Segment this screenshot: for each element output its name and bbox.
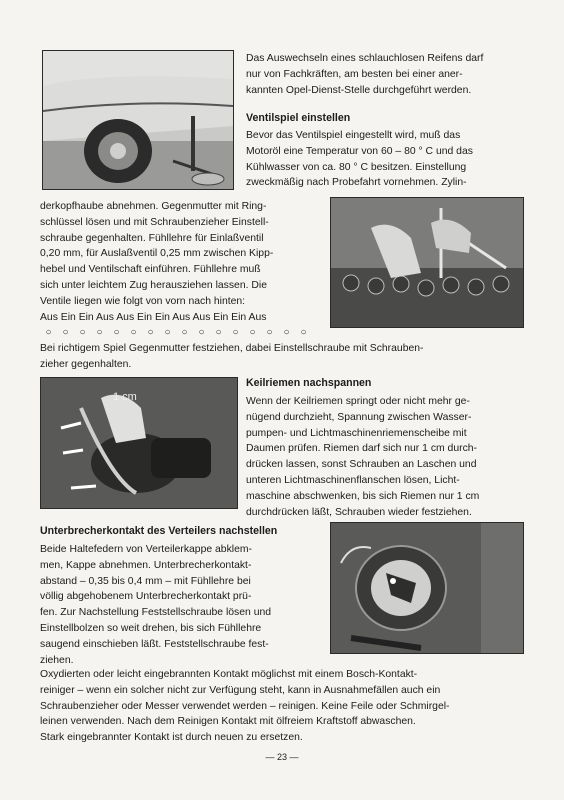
text-line: Kühlwasser von ca. 80 ° C besitzen. Einstellung — [246, 161, 467, 173]
valve-circle: ○ — [96, 327, 103, 339]
photo-belt-tension — [40, 377, 238, 509]
belt-tension-illustration — [41, 378, 237, 508]
distributor-illustration — [331, 523, 523, 653]
text-line: zweckmäßig nach Probefahrt vornehmen. Zylin- — [246, 177, 467, 189]
valve-circle: ○ — [232, 327, 239, 339]
belt-measure-label: 1 cm — [113, 391, 137, 403]
text-line: derkopfhaube abnehmen. Gegenmutter mit Ring- — [40, 201, 267, 212]
page-number: — 23 — — [265, 752, 299, 762]
text-line: durchdrücken läßt, Schrauben wieder festziehen. — [246, 506, 472, 518]
photo-car-on-jack — [42, 50, 234, 190]
ventilspiel-paragraph-bottom — [40, 341, 522, 373]
valve-circle: ○ — [249, 327, 256, 339]
text-line: Bei richtigem Spiel Gegenmutter festziehen, dabei Einstellschraube mit Schrauben- — [40, 343, 424, 354]
car-jack-illustration — [43, 51, 233, 189]
valve-circles-row — [40, 325, 322, 341]
text-line: sich unter leichtem Zug herausziehen lassen. Die — [40, 279, 267, 291]
text-line: unteren Lichtmaschinenflanschen lösen, Licht- — [246, 474, 460, 486]
text-line: Schraubenzieher oder Messer verwendet werden – reinigen. Keine Feile oder Schmirgel- — [40, 700, 450, 712]
valve-circle: ○ — [45, 327, 52, 339]
text-line: fen. Zur Nachstellung Feststellschraube lösen und — [40, 607, 272, 619]
text-line: nügend durchzieht, Spannung zwischen Wasser- — [246, 411, 472, 423]
photo-distributor — [330, 522, 524, 654]
text-line: hebel und Ventilschaft einführen. Fühllehre muß — [40, 264, 261, 276]
text-line: drücken lassen, sonst Schrauben an Laschen und — [246, 459, 477, 471]
valve-circle: ○ — [215, 327, 222, 339]
valve-circle: ○ — [198, 327, 205, 339]
valve-circle: ○ — [113, 327, 120, 339]
text-line: men, Kappe abnehmen. Unterbrecherkontakt- — [40, 559, 252, 571]
text-line: Daumen prüfen. Riemen darf sich nur 1 cm durch- — [246, 443, 478, 455]
text-line: Beide Haltefedern von Verteilerkappe abklem- — [40, 544, 252, 555]
text-line: Bevor das Ventilspiel eingestellt wird, muß das — [246, 130, 461, 141]
valve-circle: ○ — [62, 327, 69, 339]
text-line: Einstellbolzen so weit drehen, bis sich Fühllehre — [40, 622, 262, 634]
text-line: zieher gegenhalten. — [40, 358, 132, 370]
text-line: Motoröl eine Temperatur von 60 – 80 ° C und das — [246, 145, 473, 157]
valve-circle: ○ — [79, 327, 86, 339]
keilriemen-paragraph — [246, 394, 522, 520]
valve-circle: ○ — [266, 327, 273, 339]
text-line: schlüssel lösen und mit Schraubenzieher Einstell- — [40, 216, 269, 228]
intro-paragraph — [246, 51, 522, 98]
text-line: Stark eingebrannter Kontakt ist durch neuen zu ersetzen. — [40, 732, 303, 744]
valve-circle: ○ — [130, 327, 137, 339]
text-line: Ventile liegen wie folgt von vorn nach hinten: — [40, 295, 246, 307]
photo-valve-adjustment — [330, 197, 524, 328]
text-line: schraube gegenhalten. Fühllehre für Einlaßventil — [40, 232, 264, 244]
unterbrecher-paragraph — [40, 542, 322, 668]
text-line: Oxydierten oder leicht eingebrannten Kontakt möglichst mit einem Bosch-Kontakt- — [40, 669, 418, 680]
intro-line: nur von Fachkräften, am besten bei einer aner- — [246, 68, 463, 80]
intro-line: kannten Opel-Dienst-Stelle durchgeführt werden. — [246, 84, 472, 96]
valve-circle: ○ — [283, 327, 290, 339]
text-line: saugend einschieben läßt. Feststellschraube fest- — [40, 638, 269, 650]
ventilspiel-paragraph-top — [246, 128, 522, 191]
valve-circle: ○ — [164, 327, 171, 339]
valve-order-line: Aus Ein Ein Aus Aus Ein Ein Aus Aus Ein Ein Aus — [40, 311, 267, 323]
text-line: ziehen. — [40, 654, 74, 666]
text-line: 0,20 mm, für Auslaßventil 0,25 mm zwischen Kipp- — [40, 248, 274, 260]
text-line: maschine abschwenken, bis sich Riemen nur 1 cm — [246, 490, 480, 502]
valve-circle: ○ — [147, 327, 154, 339]
text-line: Wenn der Keilriemen springt oder nicht mehr ge- — [246, 396, 470, 407]
intro-line: Das Auswechseln eines schlauchlosen Reifens darf — [246, 53, 484, 64]
heading-keilriemen: Keilriemen nachspannen — [246, 377, 372, 389]
valve-circle: ○ — [181, 327, 188, 339]
valve-adjustment-illustration — [331, 198, 523, 327]
text-line: völlig abgehobenem Unterbrecherkontakt prü- — [40, 591, 252, 603]
heading-unterbrecher: Unterbrecherkontakt des Verteilers nachstellen — [40, 525, 278, 537]
valve-circle: ○ — [300, 327, 307, 339]
heading-ventilspiel: Ventilspiel einstellen — [246, 112, 351, 124]
text-line: pumpen- und Lichtmaschinenriemenscheibe mit — [246, 427, 467, 439]
ventilspiel-paragraph-mid — [40, 199, 322, 341]
text-line: reiniger – wenn ein solcher nicht zur Verfügung steht, kann in Ausnahmefällen auch ein — [40, 684, 441, 696]
text-line: leinen verwenden. Nach dem Reinigen Kontakt mit ölfreiem Kraftstoff abwaschen. — [40, 716, 416, 728]
unterbrecher-paragraph-bottom — [40, 667, 522, 746]
text-line: abstand – 0,35 bis 0,4 mm – mit Fühllehre bei — [40, 575, 251, 587]
